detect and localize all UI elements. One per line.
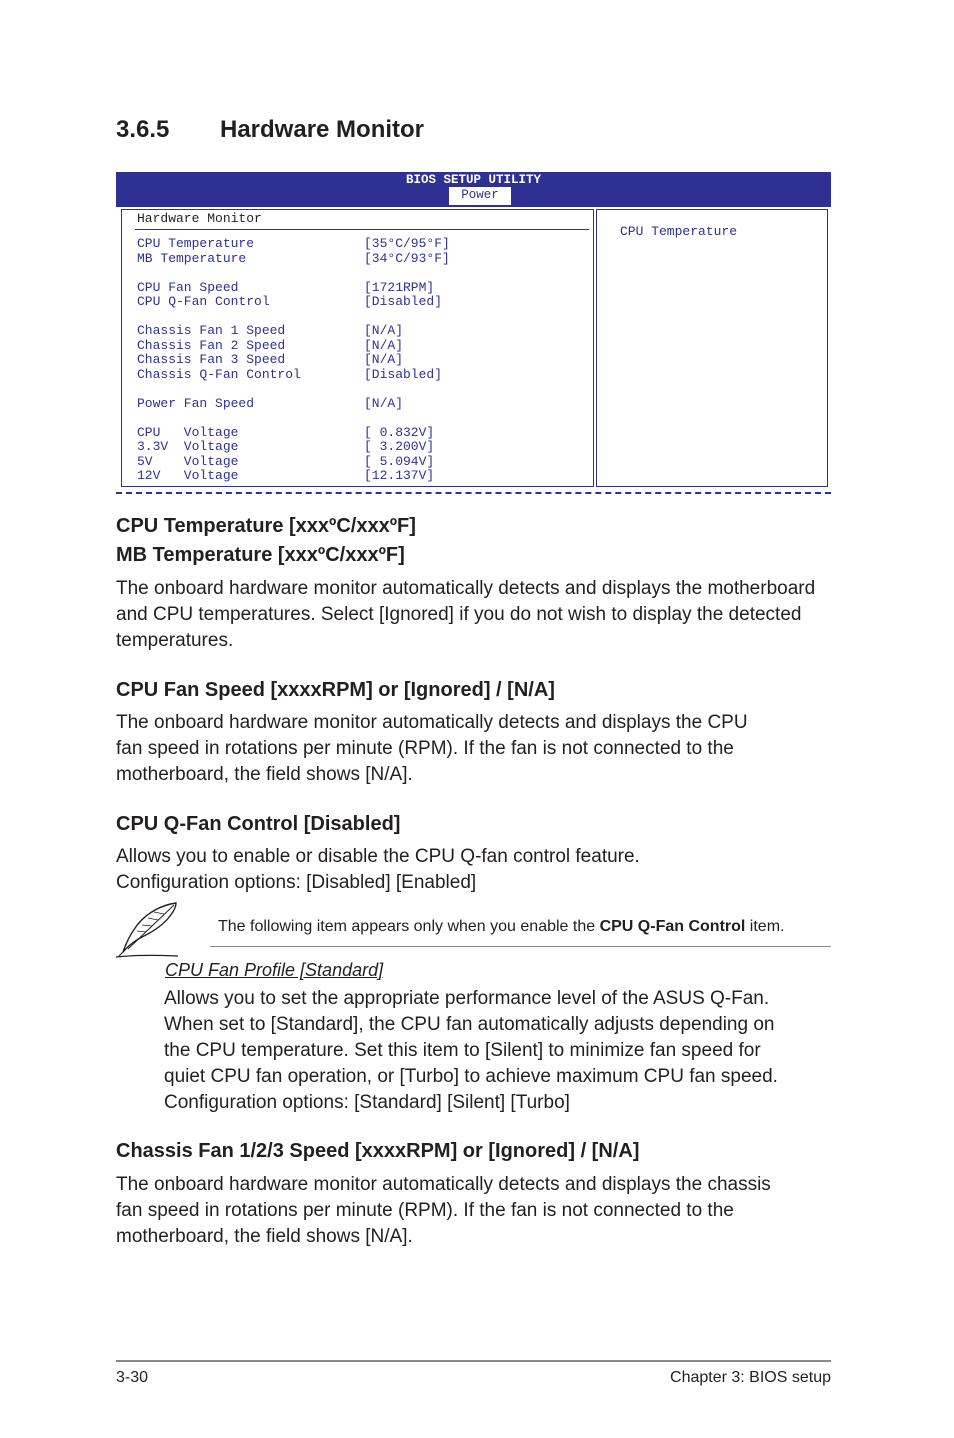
chassis-fan-heading: Chassis Fan 1/2/3 Speed [xxxxRPM] or [Ignored] / [N/A]	[116, 1140, 640, 1162]
chapter-label: Chapter 3: BIOS setup	[670, 1369, 831, 1386]
chassis-fan-paragraph: The onboard hardware monitor automatically detects and displays the chassis fan speed in rotations per minute (RPM). If the fan is not connected to the motherboard, the field shows [N/A].	[116, 1174, 771, 1247]
bios-main-panel: Hardware Monitor CPU Temperature [35°C/95°F] MB Temperature [34°C/93°F] CPU Fan Speed [1721RPM] CPU Q-Fan Control [Disabled] Chassis Fan 1 Speed [N/A] Chassis Fan 2 Speed [N/A] Chassis Fan 3 Speed [N/A] Chassis Q-Fan Control [Disabled] Power Fan Speed [N/A] CPU Voltage [ 0.832V] 3.3V Voltage [ 3.200V] 5V Voltage [ 5.094V] 12V Voltage [12.137V]	[121, 209, 594, 487]
note-text: The following item appears only when you enable the CPU Q-Fan Control item.	[218, 918, 785, 935]
bios-help-panel	[596, 209, 828, 487]
footer-rule	[116, 1360, 831, 1362]
page-number: 3-30	[116, 1369, 149, 1386]
note-feather-icon	[114, 900, 180, 958]
bios-title: BIOS SETUP UTILITY	[405, 173, 542, 187]
section-number: 3.6.5	[116, 116, 170, 143]
temp-heading-mb: MB Temperature [xxxºC/xxxºF]	[116, 544, 405, 566]
note-bold-item: CPU Q-Fan Control	[599, 918, 746, 935]
bios-screen	[116, 172, 831, 496]
temp-paragraph: The onboard hardware monitor automatically detects and displays the motherboard and CPU temperatures. Select [Ignored] if you do not wish to display the detected temperatures.	[116, 578, 816, 651]
qfan-heading: CPU Q-Fan Control [Disabled]	[116, 813, 401, 835]
temp-heading-cpu: CPU Temperature [xxxºC/xxxºF]	[116, 515, 416, 537]
cpu-fan-paragraph: The onboard hardware monitor automatically detects and displays the CPU fan speed in rotations per minute (RPM). If the fan is not connected to the motherboard, the field shows [N/A].	[116, 712, 748, 785]
profile-title: CPU Fan Profile [Standard]	[165, 960, 384, 980]
bios-help-text: CPU Temperature	[620, 224, 738, 239]
note-divider	[210, 946, 831, 947]
bios-heading-rule	[135, 229, 589, 230]
cpu-fan-heading: CPU Fan Speed [xxxxRPM] or [Ignored] / [N/A]	[116, 679, 555, 701]
section-title-text: Hardware Monitor	[220, 116, 425, 143]
section-title	[116, 116, 424, 144]
bios-tab-power[interactable]: Power	[449, 187, 511, 205]
profile-paragraph: Allows you to set the appropriate performance level of the ASUS Q-Fan. When set to [Standard], the CPU fan automatically adjusts depending on the CPU temperature. Set this item to [Silent] to minimize fan speed for quiet CPU fan operation, or [Turbo] to achieve maximum CPU fan speed. Configuration options: [Standard] [Silent] [Turbo]	[164, 988, 778, 1113]
qfan-paragraph: Allows you to enable or disable the CPU Q-fan control feature. Configuration options: [Disabled] [Enabled]	[116, 846, 640, 893]
bios-panel-heading: Hardware Monitor	[137, 211, 262, 226]
bios-dashed-divider	[116, 492, 831, 494]
bios-header	[116, 172, 831, 207]
